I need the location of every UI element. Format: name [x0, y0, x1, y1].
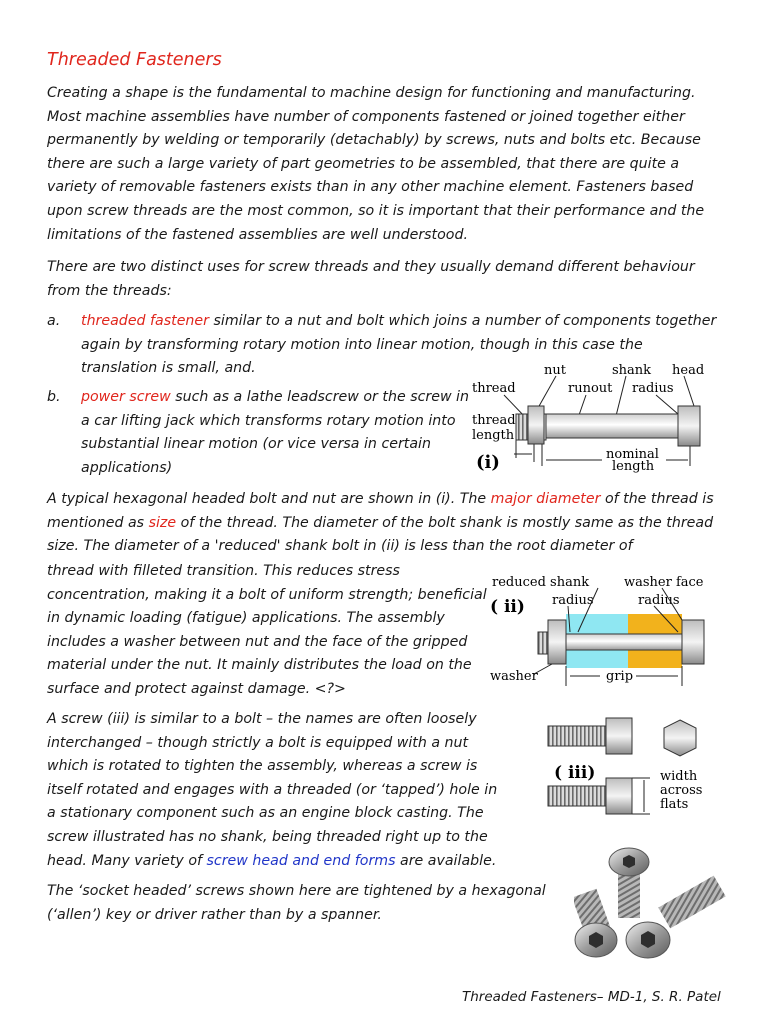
fig2-label-radius-right: radius [638, 593, 680, 608]
fig3-screw-side-head [606, 778, 632, 814]
fig3-label-flats: flats [660, 797, 689, 812]
fig1-head [678, 406, 700, 446]
screw-text-end: are available. [395, 852, 497, 869]
socket-screw-left [574, 889, 617, 957]
screw-text: A screw (iii) is similar to a bolt – the names are often loosely interchanged – though strictly a bolt is equipped with a nut which is rotated to tighten the assembly, whereas a screw is itself rotated and engages with a threaded (or ‘tapped’) hole in a stationary component such as an engine block casting. The screw illustrated has no shank, being threaded right up to the head. Many variety of [47, 711, 498, 869]
socket-head-screws-photo [574, 840, 730, 964]
fig3-screw-top-head [606, 718, 632, 754]
fig2-head [682, 620, 704, 664]
fig1-shank [546, 414, 678, 438]
fig1-label-thread-length-1: thread [472, 413, 516, 428]
list-marker-b: b. [47, 389, 61, 405]
fig3-label-across: across [660, 783, 703, 798]
bolt-paragraph [47, 488, 715, 559]
fig3-screw-side-thread [548, 786, 606, 806]
fig2-label-reduced-shank: reduced shank [492, 575, 590, 590]
socket-screw-right [626, 876, 726, 958]
list-item-b-text: such as a lathe leadscrew or the screw in a car lifting jack which transforms rotary motion into substantial linear motion (or vice versa in certain applications) [81, 389, 469, 476]
list-marker-a: a. [47, 313, 61, 329]
fig3-dimension-lines [632, 778, 650, 814]
fig1-label-runout: runout [568, 381, 613, 396]
bolt-text-2: of the thread is mentioned as [47, 491, 714, 531]
fig2-shank [566, 634, 682, 650]
socket-paragraph: The ‘socket headed’ screws shown here are tightened by a hexagonal (‘allen’) key or driver rather than by a spanner. [47, 883, 546, 923]
fig1-label-radius: radius [632, 381, 674, 396]
fig3-screw-top-thread [548, 726, 606, 746]
fig3-label-width: width [660, 769, 698, 784]
term-major-diameter: major diameter [490, 491, 601, 507]
figure-reduced-shank-diagram [486, 570, 714, 690]
fig3-id: ( iii) [554, 763, 596, 783]
footer-text: Threaded Fasteners– MD-1, S. R. Patel [462, 989, 721, 1005]
socket-screw-top [609, 848, 649, 918]
fig2-label-washer: washer [490, 669, 538, 684]
fig2-label-radius-left: radius [552, 593, 594, 608]
bolt-paragraph-continued: thread with filleted transition. This reduces stress concentration, making it a bolt of uniform strength; beneficial in dynamic loading (fatigue) applications. The assembly includes a washer between nut and the face of the gripped material under the nut. It mainly distributes the load on the surface and protect against damage. <?> [47, 563, 487, 697]
intro-paragraph: Creating a shape is the fundamental to machine design for functioning and manufacturing. Most machine assemblies have number of components fastened or joined together either permanently by welding or temporarily (detachably) by screws, nuts and bolts etc. Because there are such a large variety of part geometries to be assembled, that there are quite a variety of removable fasteners exists than in any other machine element. Fasteners based upon screw threads are the most common, so it is important that their performance and the limitations of the fastened assemblies are well understood. [47, 85, 705, 243]
page-title: Threaded Fasteners [47, 50, 222, 70]
fig1-label-length: length [612, 459, 655, 474]
fig1-label-nut: nut [544, 363, 566, 378]
fig3-hex-end-view [664, 720, 696, 756]
term-power-screw: power screw [81, 389, 171, 405]
fig2-label-washer-face: washer face [624, 575, 704, 590]
bolt-text-3: of the thread. The diameter of the bolt shank is mostly same as the thread size. The diameter of a 'reduced' shank bolt in (ii) is less than the root diameter of [47, 514, 714, 555]
term-threaded-fastener: threaded fastener [81, 313, 209, 329]
fig1-label-shank: shank [612, 363, 652, 378]
fig2-nut [548, 620, 566, 664]
fig2-id: ( ii) [490, 597, 525, 617]
fig1-label-nominal: nominal [606, 447, 659, 462]
fig2-label-grip: grip [606, 669, 634, 684]
screw-paragraph [47, 708, 505, 873]
uses-paragraph: There are two distinct uses for screw threads and they usually demand different behaviour from the threads: [47, 259, 695, 299]
fig1-label-thread-length-2: length [472, 428, 515, 443]
term-size: size [148, 514, 177, 531]
fig1-nut [528, 406, 544, 444]
fig1-id: (i) [476, 452, 500, 473]
fig1-label-head: head [672, 363, 705, 378]
bolt-text-1: A typical hexagonal headed bolt and nut are shown in (i). The [47, 491, 491, 507]
list-item-b [47, 386, 473, 480]
list-item-a-text: similar to a nut and bolt which joins a number of components together again by transforming rotary motion into linear motion, though in this case the translation is small, and. [81, 313, 717, 377]
figure-bolt-nut-diagram [466, 362, 718, 476]
figure-screw-diagram [540, 716, 720, 826]
screw-head-forms-link[interactable]: screw head and end forms [206, 852, 396, 869]
fig1-label-thread: thread [472, 381, 516, 396]
